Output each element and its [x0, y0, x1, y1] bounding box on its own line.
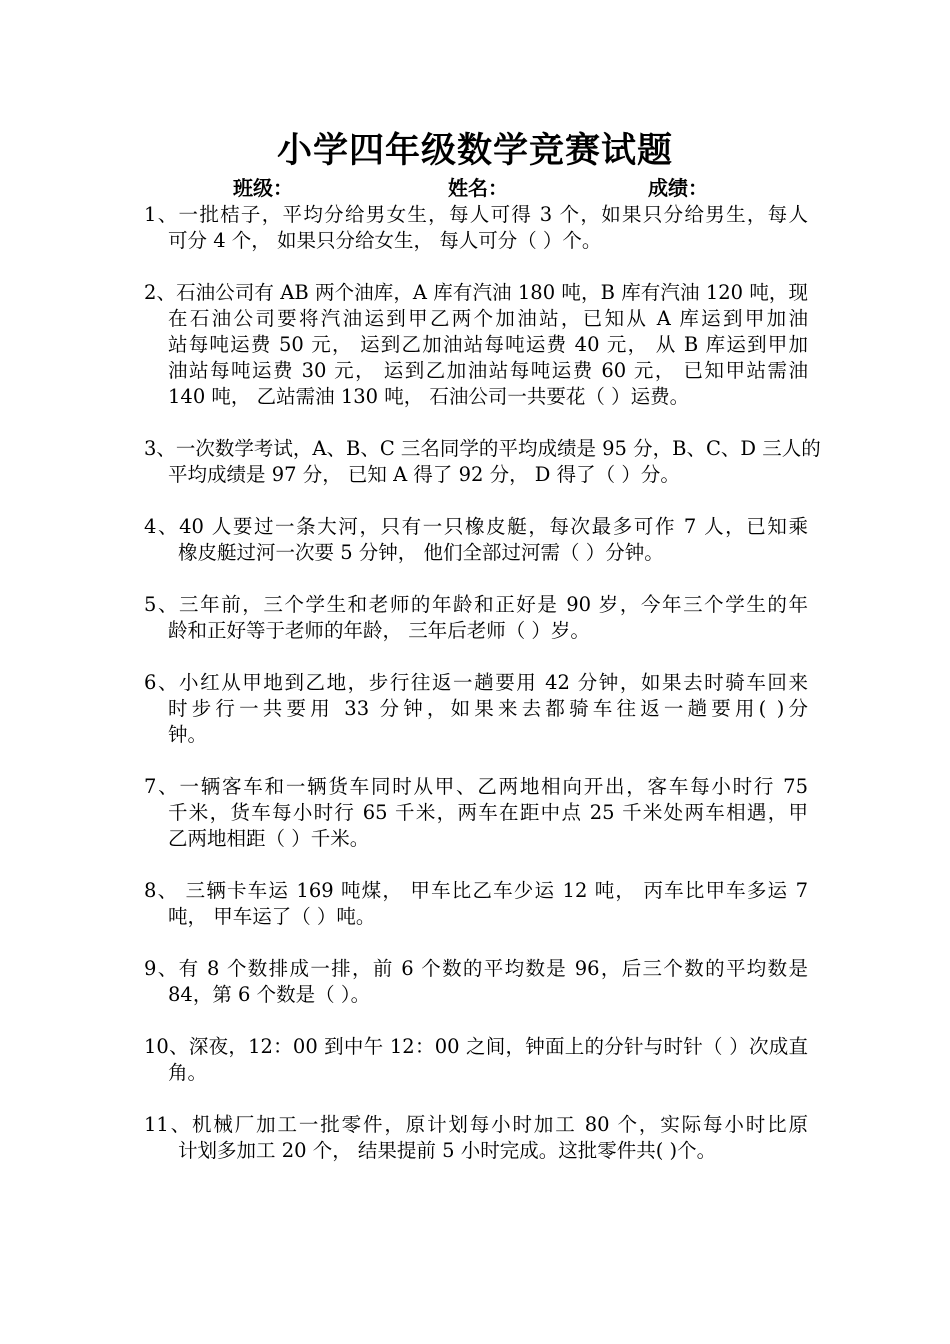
question-text-line: 5、三年前，三个学生和老师的年龄和正好是 90 岁，今年三个学生的年 — [144, 593, 808, 616]
question-text-line: 可分 4 个， 如果只分给女生， 每人可分（ ）个。 — [168, 229, 602, 252]
question-item — [144, 1112, 808, 1164]
question-text-line: 11、机械厂加工一批零件，原计划每小时加工 80 个，实际每小时比原 — [144, 1113, 808, 1136]
page-title: 小学四年级数学竞赛试题 — [276, 131, 673, 171]
question-item — [144, 956, 808, 1008]
class-field-label: 班级： — [233, 176, 293, 200]
question-text-line: 4、40 人要过一条大河，只有一只橡皮艇，每次最多可作 7 人，已知乘 — [144, 515, 808, 538]
question-text-line: 油站每吨运费 30 元， 运到乙加油站每吨运费 60 元， 已知甲站需油 — [168, 359, 808, 382]
question-text-line: 在石油公司要将汽油运到甲乙两个加油站，已知从 A 库运到甲加油 — [168, 307, 808, 330]
question-text-line: 吨， 甲车运了（ ）吨。 — [168, 905, 376, 928]
question-item — [144, 280, 808, 410]
question-text-line: 龄和正好等于老师的年龄， 三年后老师（ ）岁。 — [168, 619, 590, 642]
question-text-line: 84，第 6 个数是（ ）。 — [168, 983, 371, 1006]
question-text-line: 9、有 8 个数排成一排，前 6 个数的平均数是 96，后三个数的平均数是 — [144, 957, 808, 980]
question-text-line: 乙两地相距（ ）千米。 — [168, 827, 370, 850]
question-item — [144, 436, 821, 488]
question-item — [144, 774, 808, 852]
question-item — [144, 670, 808, 748]
question-text-line: 千米，货车每小时行 65 千米，两车在距中点 25 千米处两车相遇，甲 — [168, 801, 808, 824]
question-text-line: 计划多加工 20 个， 结果提前 5 小时完成。这批零件共( )个。 — [178, 1139, 717, 1162]
name-field-label: 姓名： — [448, 176, 508, 200]
question-text-line: 10、深夜，12：00 到中午 12：00 之间，钟面上的分针与时针（ ）次成直 — [144, 1035, 808, 1058]
score-field-label: 成绩： — [648, 176, 708, 200]
question-item — [144, 1034, 808, 1086]
question-text-line: 橡皮艇过河一次要 5 分钟， 他们全部过河需（ ）分钟。 — [178, 541, 664, 564]
question-item — [144, 202, 808, 254]
question-item — [144, 878, 808, 930]
question-item — [144, 592, 808, 644]
question-text-line: 平均成绩是 97 分， 已知 A 得了 92 分， D 得了（ ）分。 — [168, 463, 680, 486]
question-text-line: 2、石油公司有 AB 两个油库，A 库有汽油 180 吨，B 库有汽油 120 吨，现 — [144, 281, 808, 304]
question-text-line: 8、 三辆卡车运 169 吨煤， 甲车比乙车少运 12 吨， 丙车比甲车多运 7 — [144, 879, 808, 902]
question-list — [144, 202, 821, 1190]
question-text-line: 3、一次数学考试，A、B、C 三名同学的平均成绩是 95 分，B、C、D 三人的 — [144, 437, 821, 460]
question-text-line: 角。 — [168, 1061, 208, 1084]
question-text-line: 站每吨运费 50 元， 运到乙加油站每吨运费 40 元， 从 B 库运到甲加 — [168, 333, 808, 356]
question-text-line: 6、小红从甲地到乙地，步行往返一趟要用 42 分钟，如果去时骑车回来 — [144, 671, 808, 694]
question-text-line: 7、一辆客车和一辆货车同时从甲、乙两地相向开出，客车每小时行 75 — [144, 775, 808, 798]
question-item — [144, 514, 808, 566]
question-text-line: 时步行一共要用 33 分钟，如果来去都骑车往返一趟要用( )分 — [168, 697, 808, 720]
question-text-line: 1、一批桔子，平均分给男女生，每人可得 3 个，如果只分给男生，每人 — [144, 203, 808, 226]
question-text-line: 140 吨， 乙站需油 130 吨， 石油公司一共要花（ ）运费。 — [168, 385, 690, 408]
question-text-line: 钟。 — [168, 723, 208, 746]
